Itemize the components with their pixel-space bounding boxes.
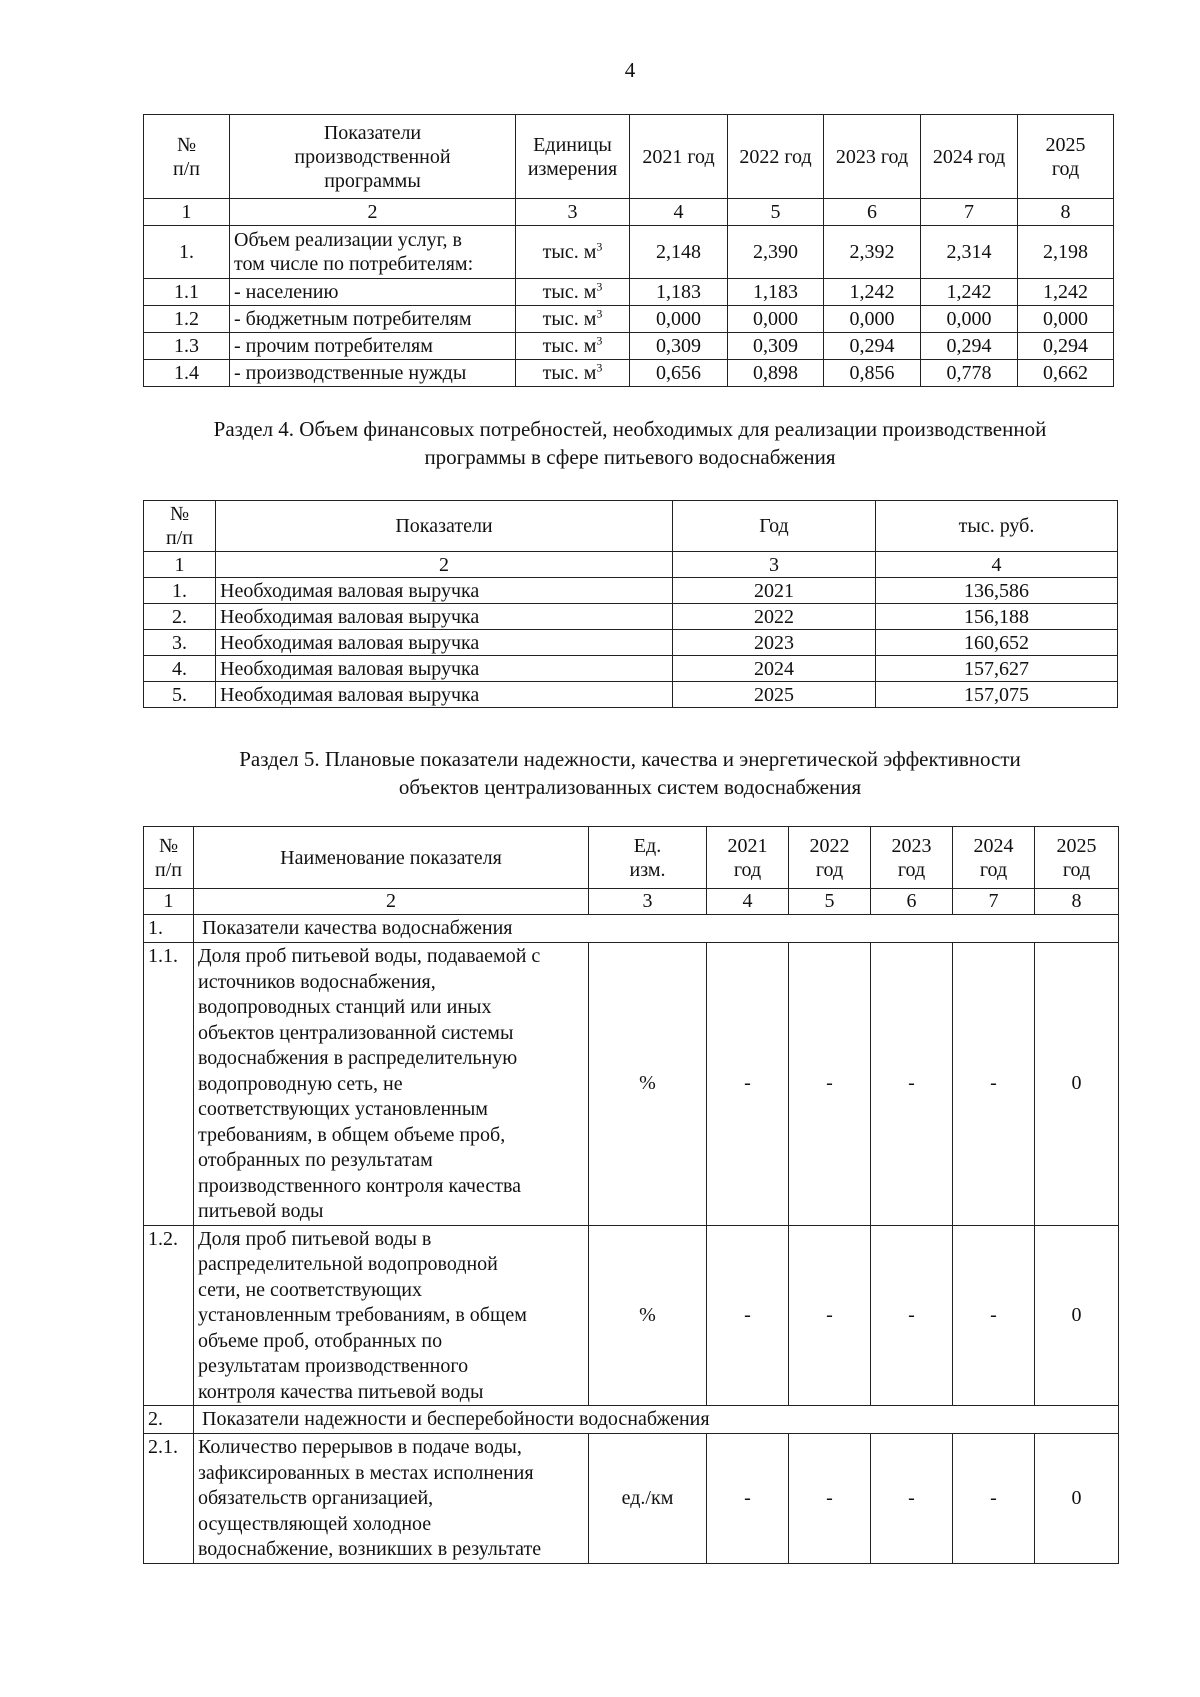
row-name: Необходимая валовая выручка <box>216 656 673 682</box>
header-row <box>144 115 1114 199</box>
table-row <box>144 578 1118 604</box>
value-2022: - <box>789 1225 871 1406</box>
col-number: 3 <box>516 199 630 226</box>
value-2023: - <box>871 1434 953 1564</box>
value-2022: 1,183 <box>728 279 824 306</box>
row-name: - бюджетным потребителям <box>230 306 516 333</box>
col-number: 2 <box>194 889 589 915</box>
col-number: 5 <box>789 889 871 915</box>
value-2022: - <box>789 1434 871 1564</box>
row-num: 2.1. <box>144 1434 194 1564</box>
table-row <box>144 279 1114 306</box>
col-number: 3 <box>673 552 876 578</box>
column-number-row <box>144 889 1119 915</box>
value-2021: - <box>707 1434 789 1564</box>
value-2023: 0,856 <box>824 360 921 387</box>
row-num: 1.2. <box>144 1225 194 1406</box>
value-2022: 0,309 <box>728 333 824 360</box>
row-year: 2021 <box>673 578 876 604</box>
row-name: Объем реализации услуг, в том числе по потребителям: <box>230 226 516 279</box>
header-2025: 2025 год <box>1018 115 1114 199</box>
row-amount: 157,075 <box>876 682 1118 708</box>
header-year: Год <box>673 501 876 552</box>
value-2025: 0,000 <box>1018 306 1114 333</box>
value-2024: - <box>953 1225 1035 1406</box>
value-2024: 0,778 <box>921 360 1018 387</box>
value-2023: 0,000 <box>824 306 921 333</box>
col-number: 3 <box>589 889 707 915</box>
row-num: 1. <box>144 226 230 279</box>
row-name: Необходимая валовая выручка <box>216 682 673 708</box>
value-2025: 0,662 <box>1018 360 1114 387</box>
header-2023: 2023 год <box>871 827 953 889</box>
value-2024: 0,000 <box>921 306 1018 333</box>
value-2022: - <box>789 943 871 1226</box>
value-2021: 0,309 <box>630 333 728 360</box>
row-unit: тыс. $м^3$ <box>516 226 630 279</box>
value-2022: 0,898 <box>728 360 824 387</box>
header-num: № п/п <box>144 115 230 199</box>
value-2021: 0,656 <box>630 360 728 387</box>
table-row <box>144 656 1118 682</box>
group-row <box>144 1406 1119 1434</box>
row-unit: % <box>589 943 707 1226</box>
col-number: 2 <box>230 199 516 226</box>
row-name: Необходимая валовая выручка <box>216 578 673 604</box>
row-unit: % <box>589 1225 707 1406</box>
header-2023: 2023 год <box>824 115 921 199</box>
col-number: 6 <box>871 889 953 915</box>
value-2023: 2,392 <box>824 226 921 279</box>
value-2024: 0,294 <box>921 333 1018 360</box>
value-2024: - <box>953 1434 1035 1564</box>
value-2024: - <box>953 943 1035 1226</box>
col-number: 1 <box>144 199 230 226</box>
value-2021: 1,183 <box>630 279 728 306</box>
row-name: Необходимая валовая выручка <box>216 604 673 630</box>
value-2023: 0,294 <box>824 333 921 360</box>
row-year: 2025 <box>673 682 876 708</box>
group-row <box>144 915 1119 943</box>
reliability-quality-table <box>143 826 1119 1564</box>
table-row <box>144 360 1114 387</box>
table-row <box>144 226 1114 279</box>
row-name: Доля проб питьевой воды в распределительной водопроводной сети, не соответствующих установленным требованиям, в общем объеме проб, отобранных по результатам производственного контроля качества питьевой воды <box>194 1225 589 1406</box>
row-unit: тыс. $м^3$ <box>516 279 630 306</box>
value-2023: - <box>871 1225 953 1406</box>
row-num: 2. <box>144 604 216 630</box>
column-number-row <box>144 552 1118 578</box>
row-unit: ед./км <box>589 1434 707 1564</box>
group-label: Показатели надежности и бесперебойности водоснабжения <box>194 1406 1119 1434</box>
row-amount: 156,188 <box>876 604 1118 630</box>
header-indicator: Показатели производственной программы <box>230 115 516 199</box>
table-row <box>144 306 1114 333</box>
header-2025: 2025 год <box>1035 827 1119 889</box>
header-2024: 2024 год <box>953 827 1035 889</box>
row-name: - производственные нужды <box>230 360 516 387</box>
row-amount: 136,586 <box>876 578 1118 604</box>
table-row <box>144 630 1118 656</box>
row-amount: 160,652 <box>876 630 1118 656</box>
col-number: 2 <box>216 552 673 578</box>
header-amount: тыс. руб. <box>876 501 1118 552</box>
col-number: 4 <box>630 199 728 226</box>
row-num: 1. <box>144 578 216 604</box>
row-num: 5. <box>144 682 216 708</box>
header-2024: 2024 год <box>921 115 1018 199</box>
row-num: 4. <box>144 656 216 682</box>
value-2024: 1,242 <box>921 279 1018 306</box>
header-indicator: Показатели <box>216 501 673 552</box>
value-2021: - <box>707 1225 789 1406</box>
row-num: 1.3 <box>144 333 230 360</box>
row-year: 2022 <box>673 604 876 630</box>
value-2023: 1,242 <box>824 279 921 306</box>
row-name: Доля проб питьевой воды, подаваемой с источников водоснабжения, водопроводных станций или иных объектов централизованной системы водоснабжения в распределительную водопроводную сеть, не соответствующих установленным требованиям, в общем объеме проб, отобранных по результатам производственного контроля качества питьевой воды <box>194 943 589 1226</box>
header-num: № п/п <box>144 501 216 552</box>
value-2021: 0,000 <box>630 306 728 333</box>
value-2025: 0 <box>1035 1434 1119 1564</box>
row-name: Необходимая валовая выручка <box>216 630 673 656</box>
table-row <box>144 682 1118 708</box>
value-2024: 2,314 <box>921 226 1018 279</box>
value-2022: 0,000 <box>728 306 824 333</box>
row-name: - населению <box>230 279 516 306</box>
col-number: 5 <box>728 199 824 226</box>
value-2025: 0 <box>1035 943 1119 1226</box>
row-num: 1.1. <box>144 943 194 1226</box>
value-2025: 0,294 <box>1018 333 1114 360</box>
table-row <box>144 943 1119 1226</box>
header-num: № п/п <box>144 827 194 889</box>
header-row <box>144 501 1118 552</box>
group-num: 2. <box>144 1406 194 1434</box>
header-unit: Единицы измерения <box>516 115 630 199</box>
row-num: 1.2 <box>144 306 230 333</box>
col-number: 1 <box>144 552 216 578</box>
header-2022: 2022 год <box>789 827 871 889</box>
header-unit: Ед. изм. <box>589 827 707 889</box>
col-number: 7 <box>921 199 1018 226</box>
row-amount: 157,627 <box>876 656 1118 682</box>
row-year: 2024 <box>673 656 876 682</box>
production-program-table <box>143 114 1114 387</box>
value-2022: 2,390 <box>728 226 824 279</box>
value-2025: 0 <box>1035 1225 1119 1406</box>
col-number: 1 <box>144 889 194 915</box>
header-2021: 2021 год <box>630 115 728 199</box>
financial-needs-table <box>143 500 1118 708</box>
row-num: 3. <box>144 630 216 656</box>
col-number: 4 <box>707 889 789 915</box>
header-name: Наименование показателя <box>194 827 589 889</box>
table-row <box>144 1434 1119 1564</box>
row-name: Количество перерывов в подаче воды, зафиксированных в местах исполнения обязательств организацией, осуществляющей холодное водоснабжение, возникших в результате <box>194 1434 589 1564</box>
header-2021: 2021 год <box>707 827 789 889</box>
row-name: - прочим потребителям <box>230 333 516 360</box>
value-2023: - <box>871 943 953 1226</box>
page-number: 4 <box>624 58 636 82</box>
section-4-title: Раздел 4. Объем финансовых потребностей, необходимых для реализации производственной программы в сфере питьевого водоснабжения <box>213 417 1047 469</box>
col-number: 8 <box>1018 199 1114 226</box>
table-row <box>144 333 1114 360</box>
row-year: 2023 <box>673 630 876 656</box>
group-num: 1. <box>144 915 194 943</box>
row-num: 1.4 <box>144 360 230 387</box>
value-2025: 1,242 <box>1018 279 1114 306</box>
col-number: 8 <box>1035 889 1119 915</box>
section-5-title: Раздел 5. Плановые показатели надежности, качества и энергетической эффективности объектов централизованных систем водоснабжения <box>239 747 1021 799</box>
row-unit: тыс. $м^3$ <box>516 306 630 333</box>
group-label: Показатели качества водоснабжения <box>194 915 1119 943</box>
row-unit: тыс. $м^3$ <box>516 333 630 360</box>
header-2022: 2022 год <box>728 115 824 199</box>
col-number: 6 <box>824 199 921 226</box>
col-number: 7 <box>953 889 1035 915</box>
row-unit: тыс. $м^3$ <box>516 360 630 387</box>
header-row <box>144 827 1119 889</box>
row-num: 1.1 <box>144 279 230 306</box>
column-number-row <box>144 199 1114 226</box>
value-2025: 2,198 <box>1018 226 1114 279</box>
col-number: 4 <box>876 552 1118 578</box>
table-row <box>144 1225 1119 1406</box>
value-2021: - <box>707 943 789 1226</box>
value-2021: 2,148 <box>630 226 728 279</box>
table-row <box>144 604 1118 630</box>
